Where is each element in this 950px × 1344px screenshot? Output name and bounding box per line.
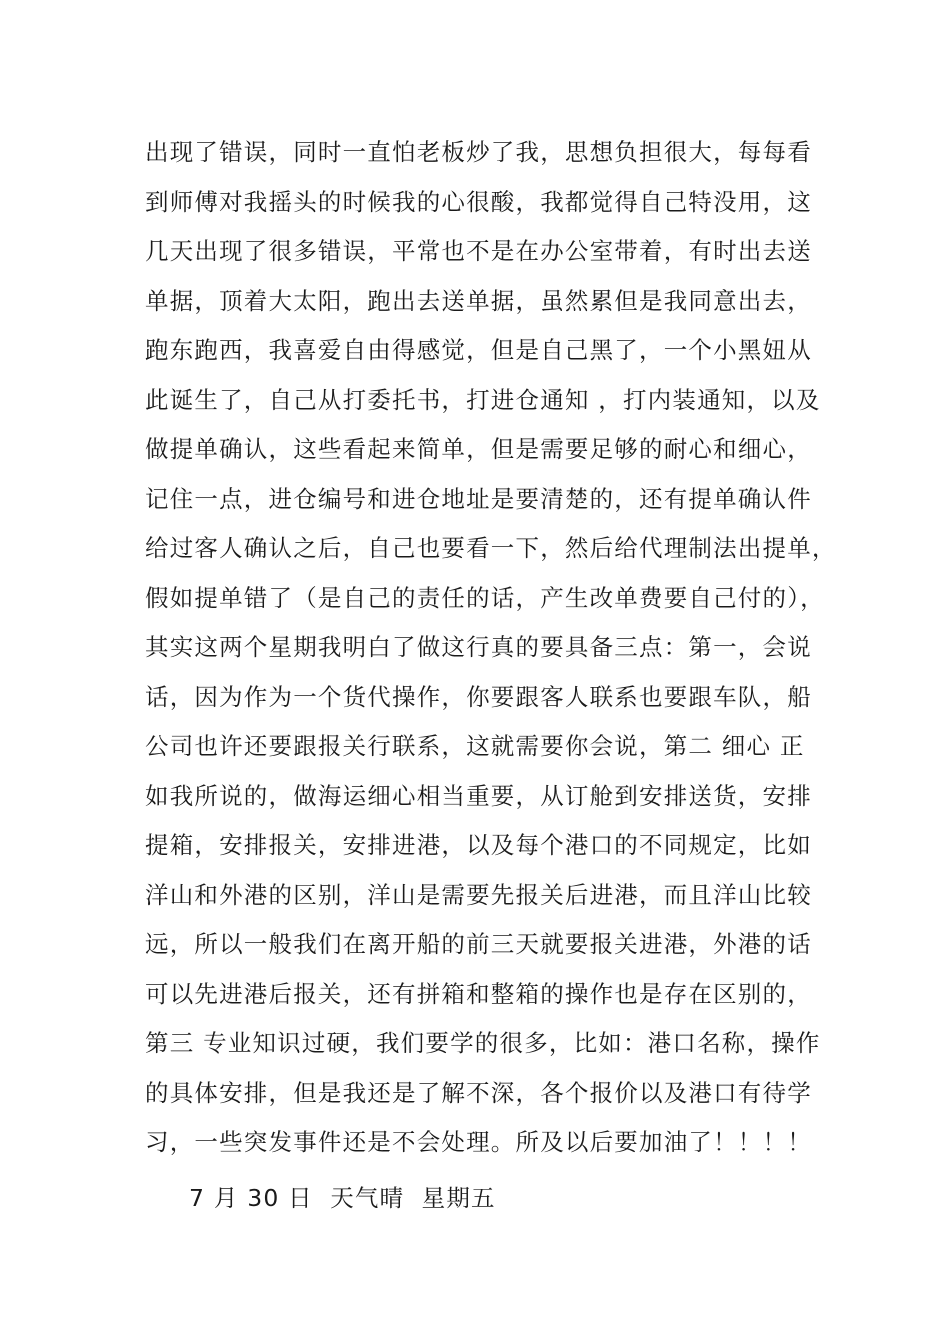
text-line: 假如提单错了（是自己的责任的话，产生改单费要自己付的）， [145,583,825,612]
text-line: 远，所以一般我们在离开船的前三天就要报关进港，外港的话 [145,930,812,958]
text-line: 单据，顶着大太阳，跑出去送单据，虽然累但是我同意出去， [145,286,812,315]
text-line: 出现了错误，同时一直怕老板炒了我，思想负担很大，每每看 [145,138,812,166]
text-line: 第三 专业知识过硬，我们要学的很多，比如：港口名称，操作 [145,1029,821,1057]
text-line: 可以先进港后报关，还有拼箱和整箱的操作也是存在区别的， [145,979,812,1008]
text-line: 到师傅对我摇头的时候我的心很酸，我都觉得自己特没用，这 [145,187,812,216]
text-line: 几天出现了很多错误，平常也不是在办公室带着，有时出去送 [145,237,812,265]
text-line: 此诞生了，自己从打委托书，打进仓通知 ，打内装通知，以及 [145,385,821,414]
text-line: 其实这两个星期我明白了做这行真的要具备三点：第一，会说 [145,633,812,661]
text-line: 的具体安排，但是我还是了解不深，各个报价以及港口有待学 [145,1078,812,1107]
text-line: 习，一些突发事件还是不会处理。所及以后要加油了！！！！ [145,1128,812,1156]
body-paragraph [145,128,837,1168]
text-line: 给过客人确认之后，自己也要看一下，然后给代理制法出提单， [145,534,837,562]
diary-date-heading: 7 月 30 日 天气晴 星期五 [189,1184,496,1212]
text-line: 公司也许还要跟报关行联系，这就需要你会说，第二 细心 正 [145,732,805,760]
text-line: 提箱，安排报关，安排进港，以及每个港口的不同规定，比如 [145,831,812,859]
text-line: 记住一点，进仓编号和进仓地址是要清楚的，还有提单确认件 [145,484,812,513]
text-line: 做提单确认，这些看起来简单，但是需要足够的耐心和细心， [145,435,812,463]
text-line: 洋山和外港的区别，洋山是需要先报关后进港，而且洋山比较 [145,880,812,909]
text-line: 跑东跑西，我喜爱自由得感觉，但是自己黑了，一个小黑妞从 [145,336,812,364]
text-line: 话，因为作为一个货代操作，你要跟客人联系也要跟车队，船 [145,682,812,711]
text-line: 如我所说的，做海运细心相当重要，从订舱到安排送货，安排 [145,781,812,810]
